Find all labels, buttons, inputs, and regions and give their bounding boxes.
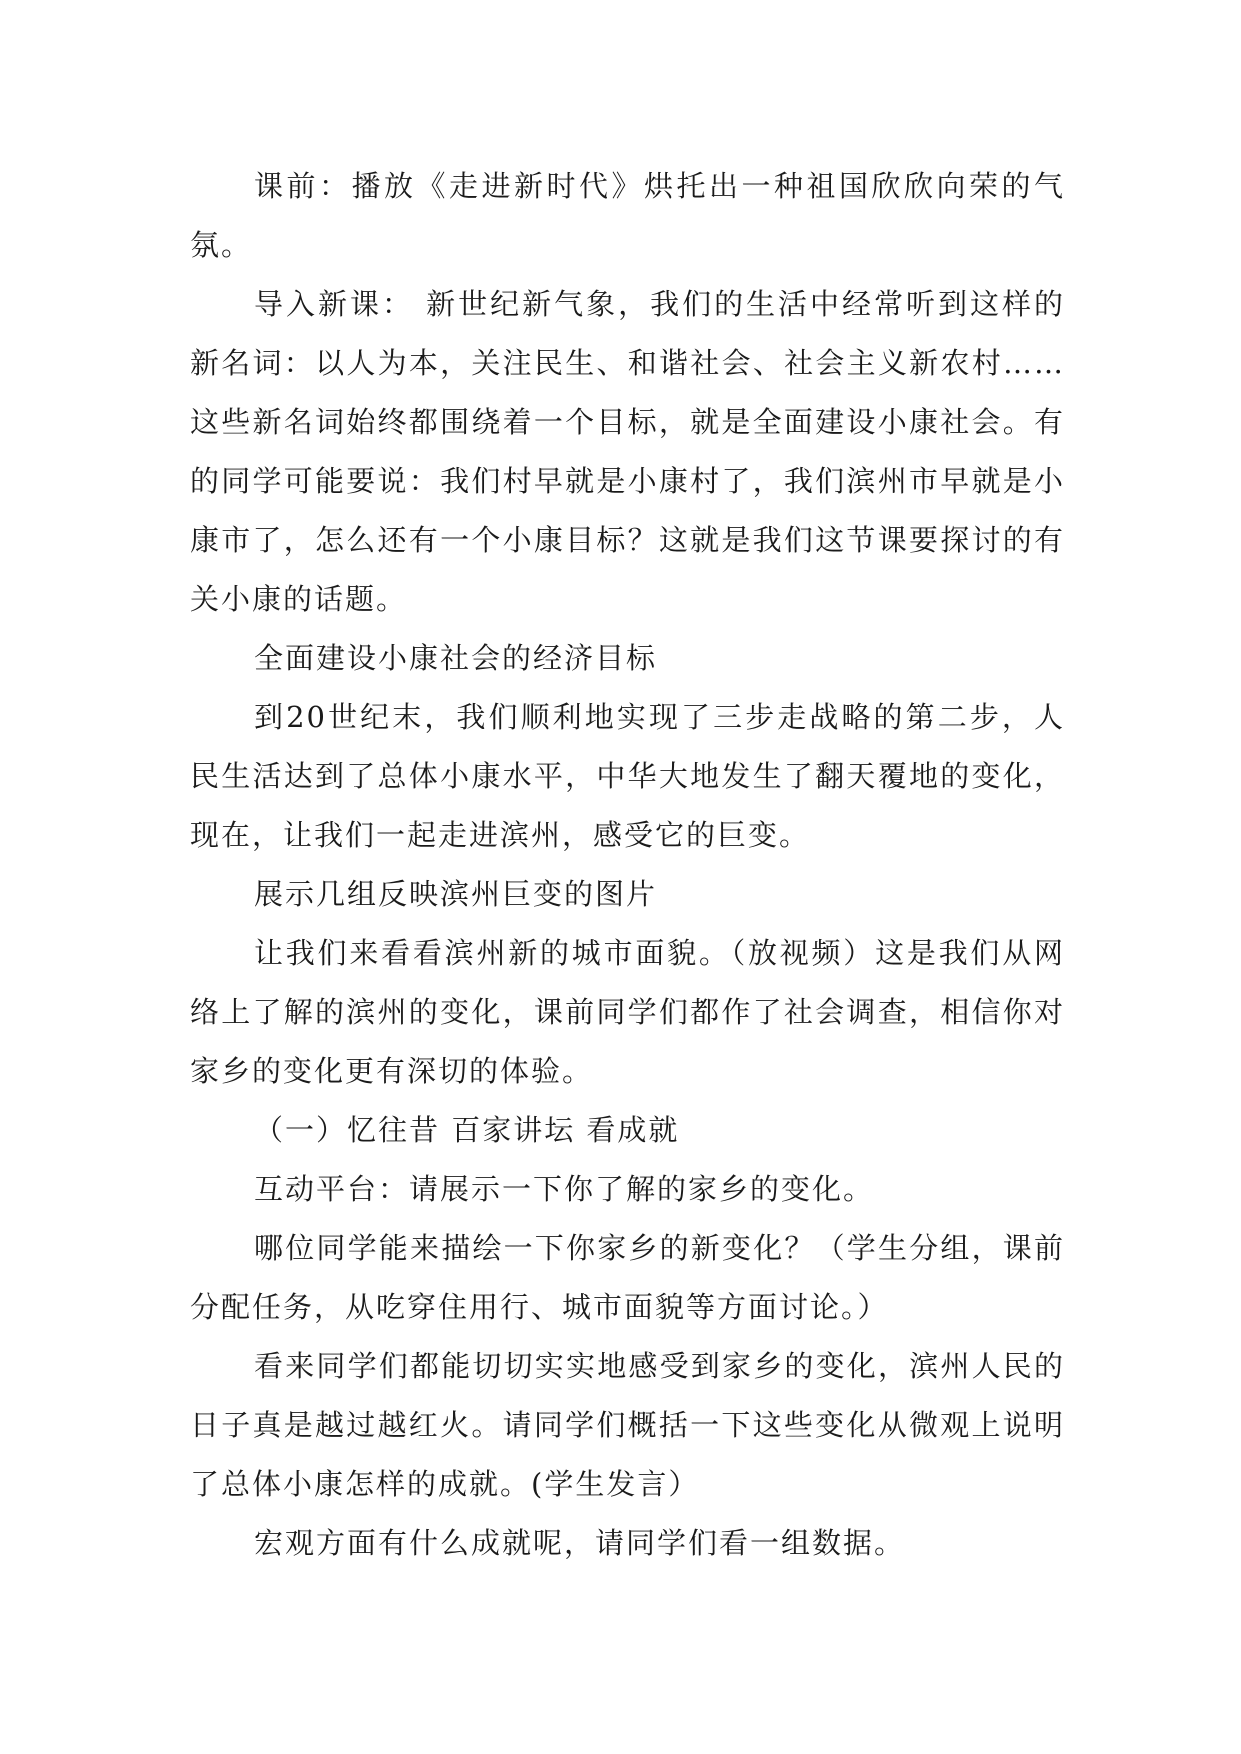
- paragraph-macro-data: 宏观方面有什么成就呢，请同学们看一组数据。: [254, 1526, 906, 1560]
- section-heading-economic-goal: 全面建设小康社会的经济目标: [254, 641, 658, 675]
- paragraph-summarize-changes: 看来同学们都能切切实实地感受到家乡的变化，滨州人民的日子真是越过越红火。请同学们概括一下这些变化从微观上说明了总体小康怎样的成就。(学生发言）: [190, 1349, 1065, 1501]
- document-body: [190, 157, 1065, 1573]
- paragraph-describe-changes: 哪位同学能来描绘一下你家乡的新变化？（学生分组，课前分配任务，从吃穿住用行、城市面貌等方面讨论。）: [190, 1231, 1065, 1324]
- section-heading-recall-past: （一）忆往昔 百家讲坛 看成就: [254, 1113, 680, 1147]
- paragraph-interactive-platform: 互动平台：请展示一下你了解的家乡的变化。: [254, 1172, 875, 1206]
- paragraph-century-end: 到20世纪末，我们顺利地实现了三步走战略的第二步，人民生活达到了总体小康水平，中华大地发生了翻天覆地的变化，现在，让我们一起走进滨州，感受它的巨变。: [190, 700, 1065, 852]
- paragraph-city-video: 让我们来看看滨州新的城市面貌。（放视频）这是我们从网络上了解的滨州的变化，课前同学们都作了社会调查，相信你对家乡的变化更有深切的体验。: [190, 936, 1065, 1088]
- paragraph-show-pictures: 展示几组反映滨州巨变的图片: [254, 877, 658, 911]
- paragraph-intro-music: 课前：播放《走进新时代》烘托出一种祖国欣欣向荣的气氛。: [190, 169, 1065, 262]
- paragraph-lesson-intro: 导入新课： 新世纪新气象，我们的生活中经常听到这样的新名词：以人为本，关注民生、和谐社会、社会主义新农村……这些新名词始终都围绕着一个目标，就是全面建设小康社会。有的同学可能要说：我们村早就是小康村了，我们滨州市早就是小康市了，怎么还有一个小康目标？这就是我们这节课要探讨的有关小康的话题。: [190, 287, 1065, 616]
